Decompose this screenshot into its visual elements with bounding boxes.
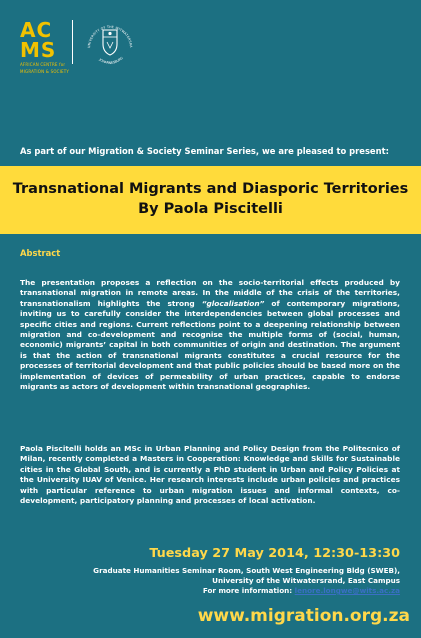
speaker-bio: Paola Piscitelli holds an MSc in Urban Planning and Policy Design from the Politecnico of Milan, recently completed a Masters in Cooperation: Knowledge and Skills for Sustainable cities in the Global South, and is currently a PhD student in Urban and Policy Policies at the University IUAV of Venice. Her research interests include urban policies and practices with particular reference to urban migration issues and informal contexts, co-development, participatory planning and processes of local activation.: [20, 444, 400, 506]
acms-logo-subtitle1: AFRICAN CENTRE for: [20, 62, 66, 67]
info-row: [0, 586, 400, 596]
abstract-italic-term: “glocalisation”: [201, 298, 265, 308]
abstract-text-2: of contemporary migrations, inviting us to carefully consider the interdependencies between global processes and specific cities and regions. Current reflections point to a deepening relationship between migration and co-development and recognise the multiple forms of (social, human, economic) migrants’ capital in both communities of origin and destination. The argument is that the action of transnational migrants constitutes a crucial resource for the processes of territorial development and that public policies should be based more on the implementation of devices of permeability of urban practices, capable to endorse migrants as actors of development within transnational geographies.: [20, 298, 400, 392]
logo-divider: [72, 20, 73, 64]
acms-logo: [20, 20, 68, 74]
abstract-heading: Abstract: [20, 248, 61, 258]
university-seal-icon: [82, 14, 138, 74]
website-link[interactable]: www.migration.org.za: [197, 606, 410, 626]
university-seal-arc-text: UNIVERSITY OF THE WITWATERSRA: [86, 24, 134, 49]
acms-logo-subtitle2: MIGRATION & SOCIETY: [20, 69, 70, 74]
speaker-line: By Paola Piscitelli: [138, 201, 283, 217]
title-band: [0, 166, 421, 234]
svg-text:JOHANNESBURG: JOHANNESBURG: [98, 56, 124, 65]
seminar-title: Transnational Migrants and Diasporic Territories: [12, 181, 409, 197]
acms-logo-line2: MS: [20, 38, 57, 62]
abstract-paragraph: [20, 278, 400, 392]
event-date: Tuesday 27 May 2014, 12:30-13:30: [149, 546, 400, 561]
intro-text: As part of our Migration & Society Seminar Series, we are pleased to present:: [20, 146, 389, 156]
venue-line-1: Graduate Humanities Seminar Room, South West Engineering Bldg (SWEB),: [93, 566, 400, 575]
info-email-link[interactable]: lenore.longwe@wits.ac.za: [294, 586, 400, 595]
abstract-text-1: The presentation proposes a reflection on the socio-territorial effects produced by transnational migration in remote areas. In the middle of the crisis of the territories, transnationalism highlights the strong: [20, 278, 400, 308]
venue-line-2: University of the Witwatersrand, East Campus: [212, 576, 400, 585]
info-label: For more information:: [202, 586, 295, 595]
acms-logo-line1: AC: [20, 18, 53, 42]
